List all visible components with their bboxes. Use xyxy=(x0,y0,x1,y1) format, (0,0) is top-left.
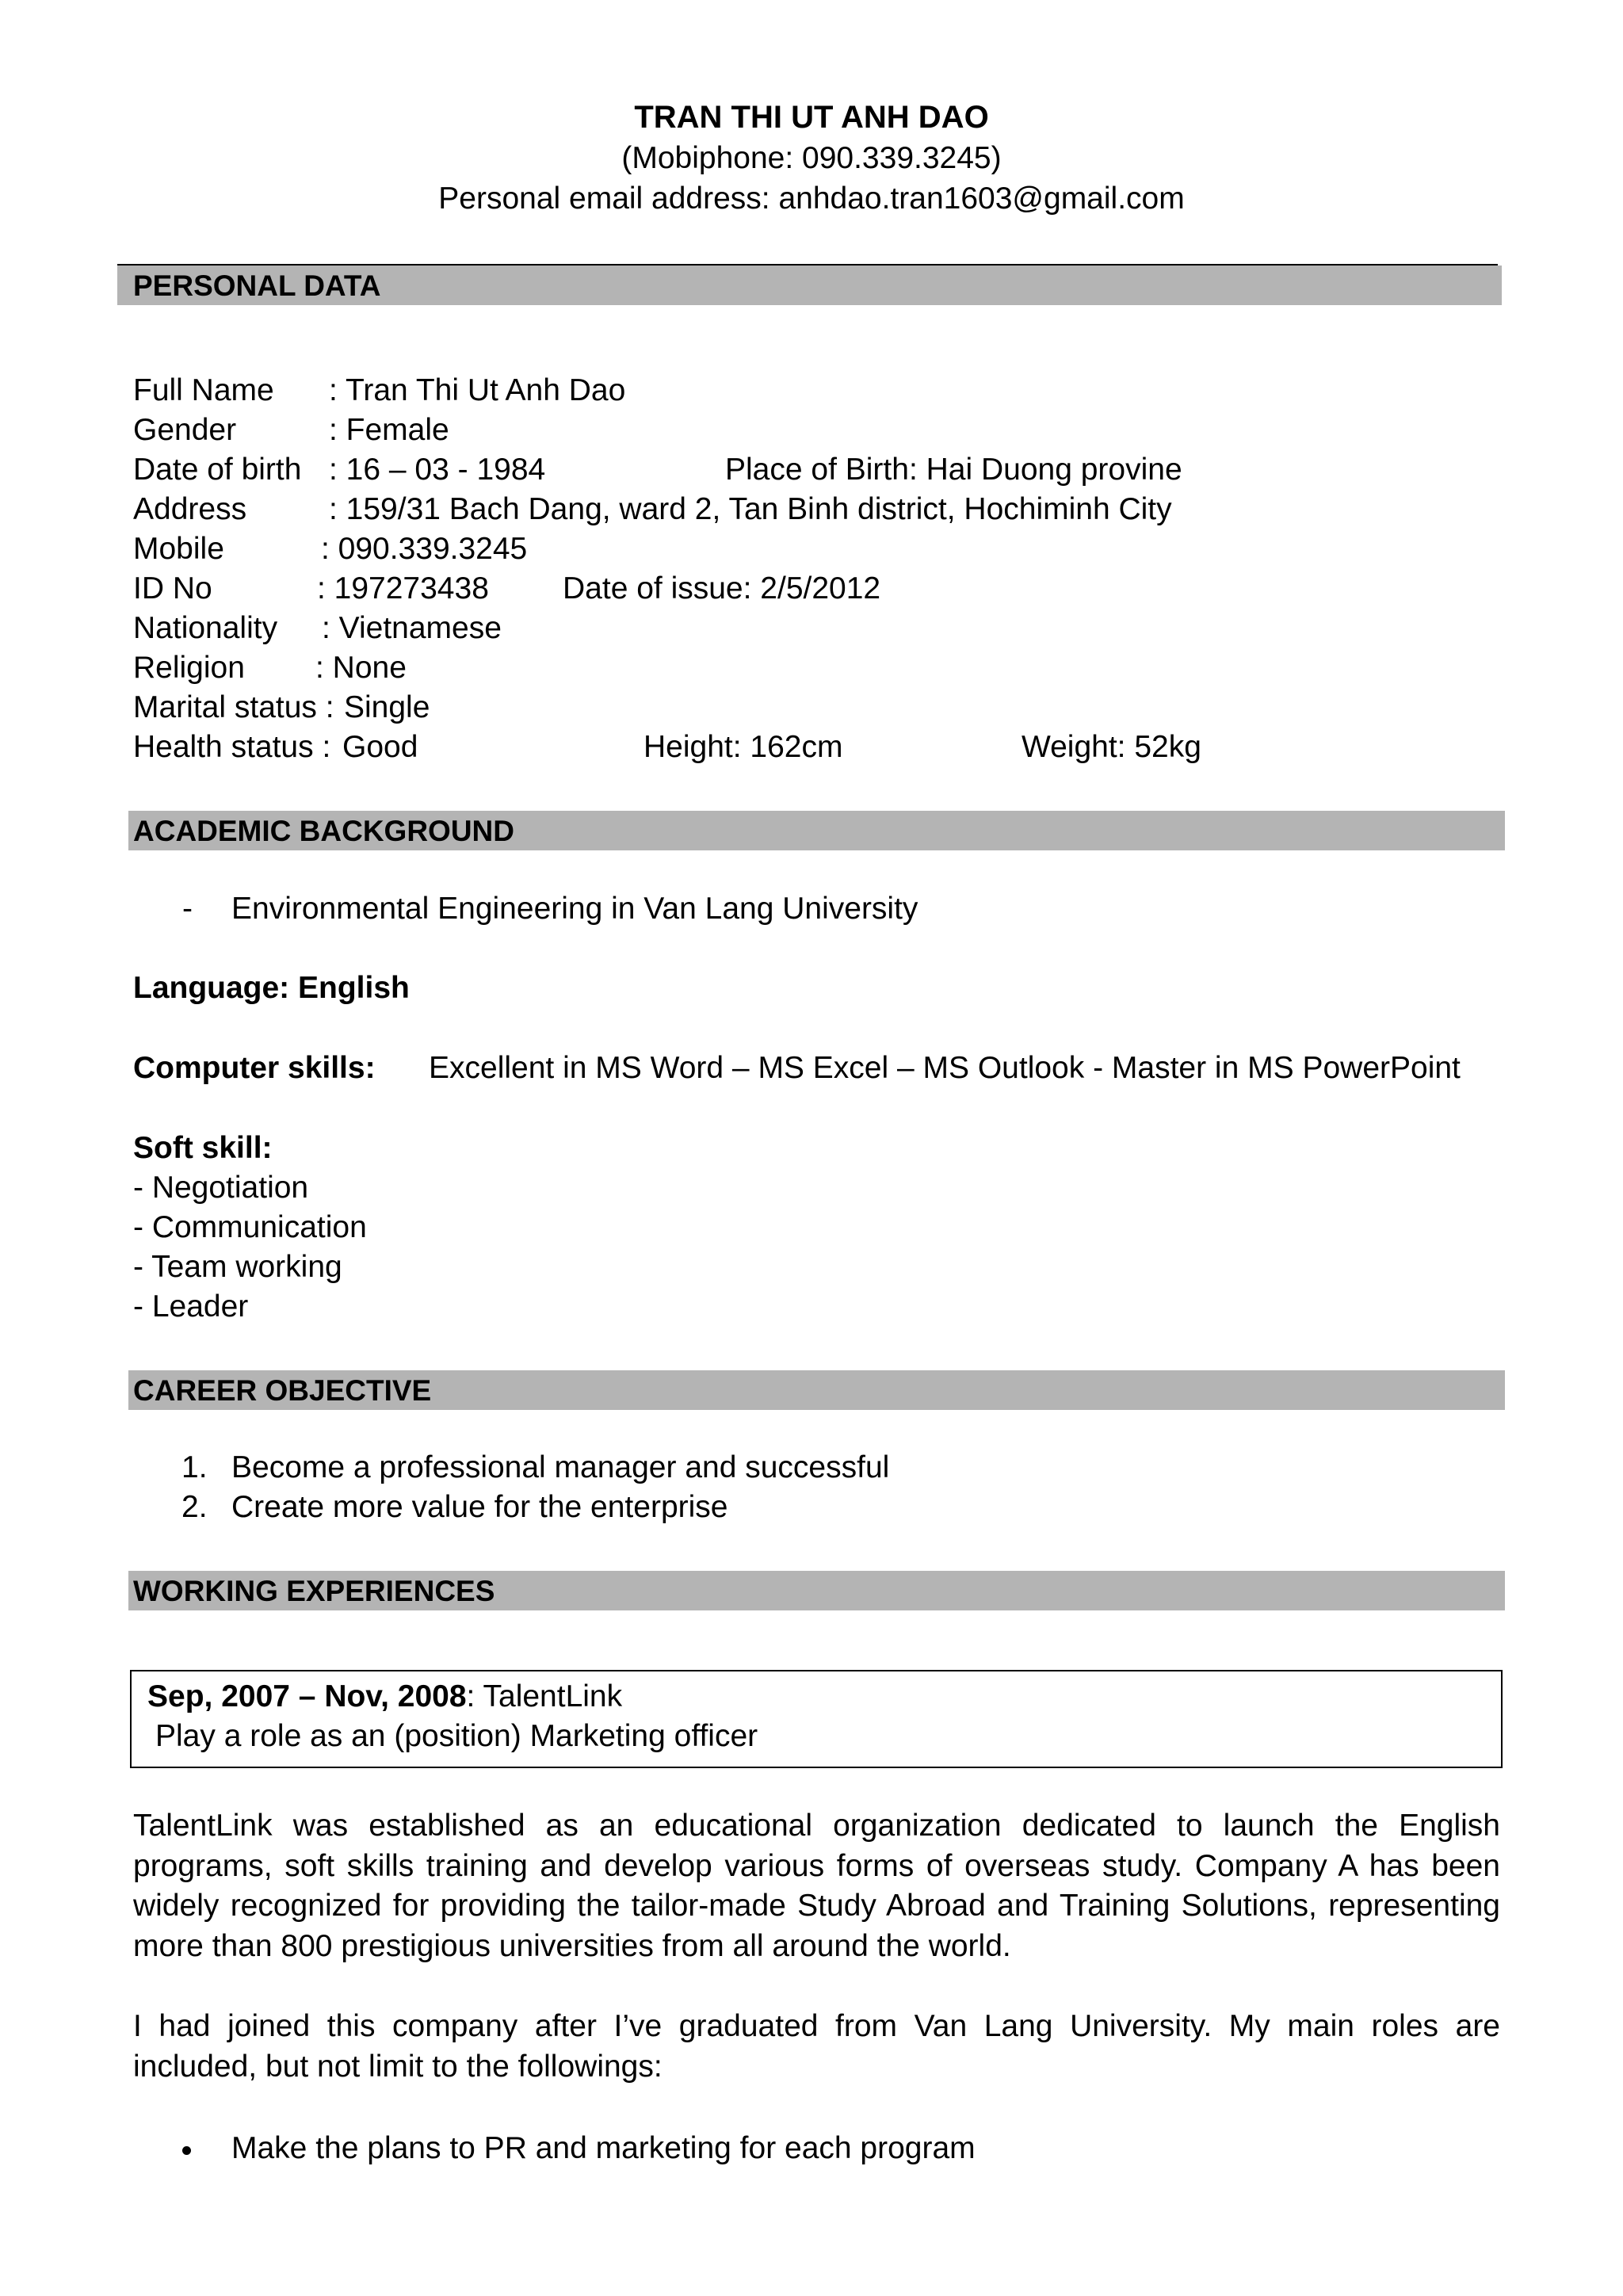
mobile-label: Mobile xyxy=(133,532,224,566)
marital-value: Single xyxy=(344,690,430,724)
computer-skills-value: Excellent in MS Word – MS Excel – MS Outlook - Master in MS PowerPoint xyxy=(429,1051,1461,1085)
health-label: Health status : xyxy=(133,730,331,764)
career-item-text: Become a professional manager and successful xyxy=(231,1450,890,1484)
religion-value: : None xyxy=(315,651,407,685)
section-working-experiences: WORKING EXPERIENCES xyxy=(128,1571,1505,1610)
job-period-line xyxy=(147,1677,622,1717)
address-label: Address xyxy=(133,492,247,526)
id-label: ID No xyxy=(133,571,212,606)
mobile-line: (Mobiphone: 090.339.3245) xyxy=(621,141,1002,175)
full-name-label: Full Name xyxy=(133,373,274,407)
role-bullet-item: Make the plans to PR and marketing for each program xyxy=(231,2131,976,2165)
dob-value: : 16 – 03 - 1984 xyxy=(329,453,546,487)
education-item: Environmental Engineering in Van Lang University xyxy=(231,892,918,926)
candidate-name: TRAN THI UT ANH DAO xyxy=(634,100,989,135)
marital-label: Marital status : xyxy=(133,690,334,724)
soft-skill-item: - Negotiation xyxy=(133,1171,309,1205)
mobile-value: : 090.339.3245 xyxy=(321,532,528,566)
section-career-objective: CAREER OBJECTIVE xyxy=(128,1370,1505,1410)
section-academic-background: ACADEMIC BACKGROUND xyxy=(128,811,1505,850)
nationality-value: : Vietnamese xyxy=(322,611,502,645)
health-value: Good xyxy=(342,730,418,764)
job-period: Sep, 2007 – Nov, 2008 xyxy=(147,1679,467,1713)
religion-label: Religion xyxy=(133,651,245,685)
address-value: : 159/31 Bach Dang, ward 2, Tan Binh district, Hochiminh City xyxy=(329,492,1172,526)
career-item-text: Create more value for the enterprise xyxy=(231,1490,728,1524)
soft-skill-item: - Communication xyxy=(133,1210,367,1244)
career-item-number: 2. xyxy=(181,1490,208,1524)
role-intro: I had joined this company after I’ve graduated from Van Lang University. My main roles are included, but not limit to the followings: xyxy=(133,2009,1500,2084)
bullet-icon xyxy=(182,2146,191,2155)
email-line: Personal email address: anhdao.tran1603@gmail.com xyxy=(438,181,1185,216)
language-line: Language: English xyxy=(133,971,410,1005)
education-dash: - xyxy=(182,892,193,926)
soft-skill-item: - Team working xyxy=(133,1250,342,1284)
soft-skill-label: Soft skill: xyxy=(133,1131,273,1165)
place-of-birth: Place of Birth: Hai Duong provine xyxy=(725,453,1182,487)
nationality-label: Nationality xyxy=(133,611,278,645)
soft-skill-item: - Leader xyxy=(133,1289,249,1324)
job-role: Play a role as an (position) Marketing officer xyxy=(155,1719,758,1753)
full-name-value: : Tran Thi Ut Anh Dao xyxy=(329,373,626,407)
dob-label: Date of birth xyxy=(133,453,302,487)
gender-label: Gender xyxy=(133,413,237,447)
company-description: TalentLink was established as an educational organization dedicated to launch the English programs, soft skills training and develop various forms of overseas study. Company A has been widely recognized for providing the tailor-made Study Abroad and Training Solutions, representing more than 800 prestigious universities from all around the world. xyxy=(133,1809,1500,1963)
gender-value: : Female xyxy=(329,413,449,447)
section-personal-data: PERSONAL DATA xyxy=(117,266,1502,305)
height-value: Height: 162cm xyxy=(643,730,843,764)
id-issue-date: Date of issue: 2/5/2012 xyxy=(563,571,881,606)
job-company: : TalentLink xyxy=(466,1679,623,1713)
id-value: : 197273438 xyxy=(317,571,489,606)
computer-skills-label: Computer skills: xyxy=(133,1051,376,1085)
career-item-number: 1. xyxy=(181,1450,208,1484)
weight-value: Weight: 52kg xyxy=(1022,730,1201,764)
